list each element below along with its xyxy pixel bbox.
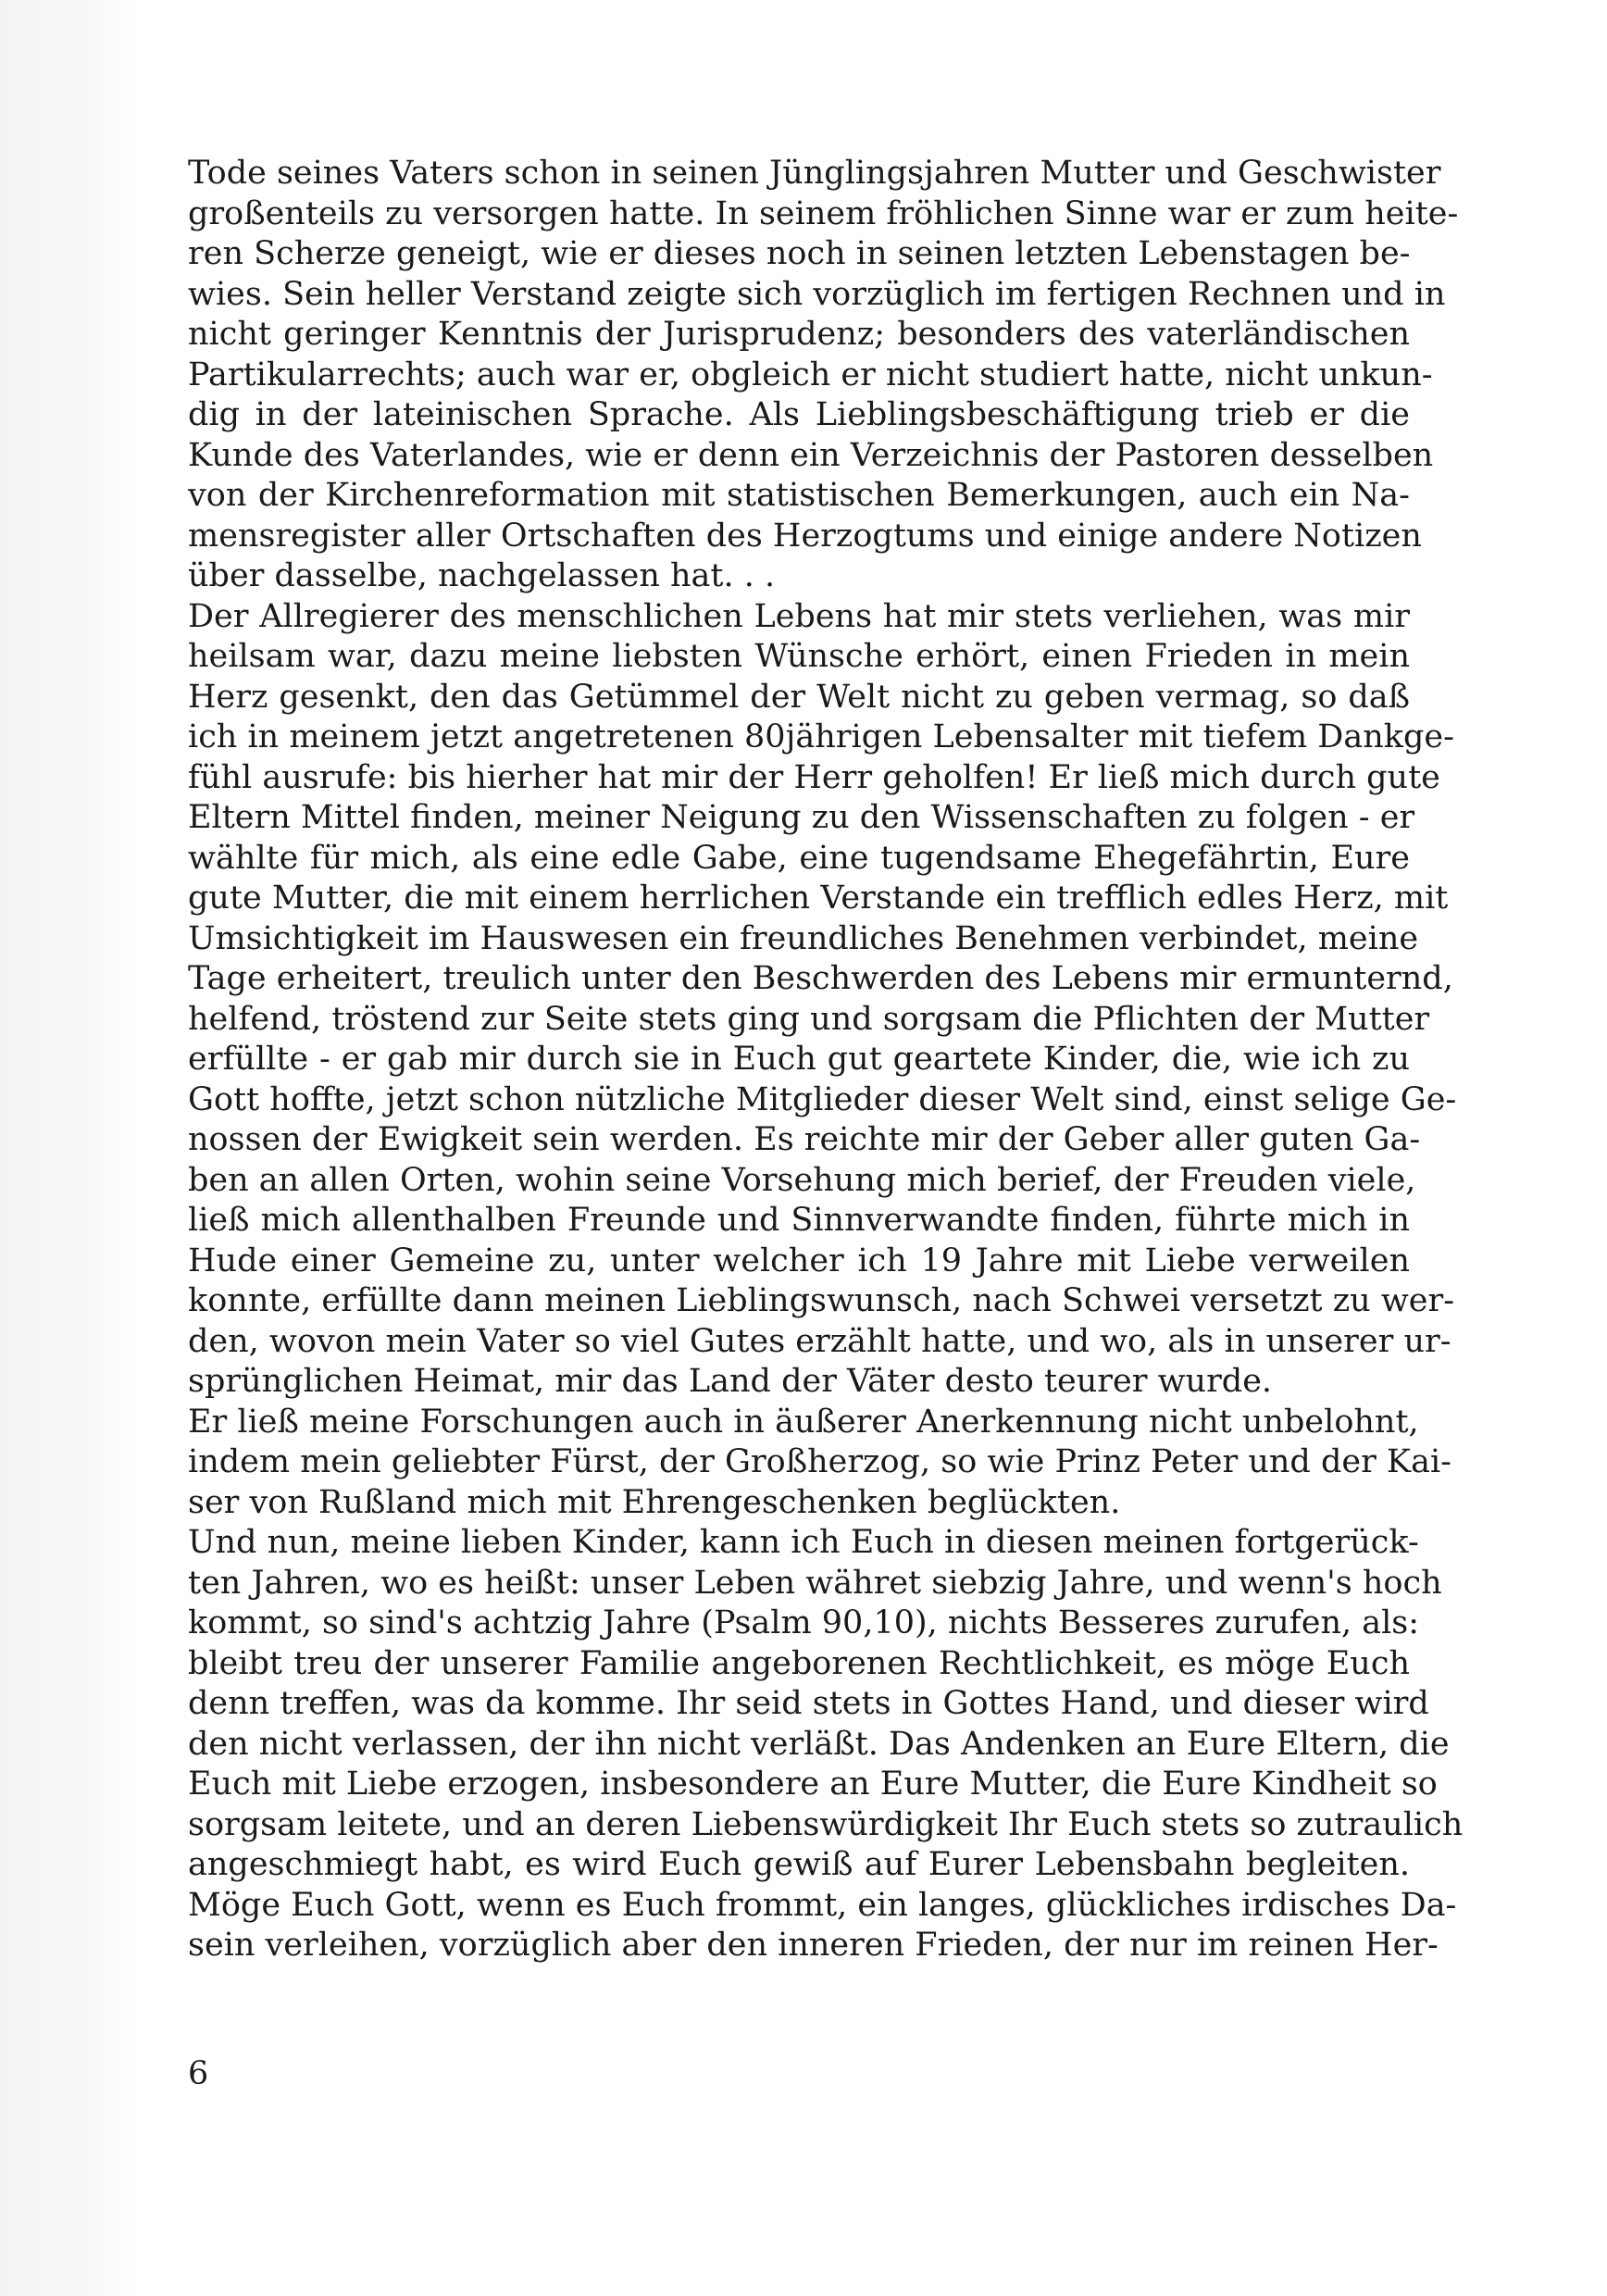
text-line: sprünglichen Heimat, mir das Land der Väter desto teurer wurde. xyxy=(188,1363,1273,1400)
text-line: kommt, so sind's achtzig Jahre (Psalm 90,10), nichts Besseres zurufen, als: xyxy=(188,1604,1420,1641)
text-line: ten Jahren, wo es heißt: unser Leben währet siebzig Jahre, und wenn's hoch xyxy=(188,1564,1442,1602)
text-line: Kunde des Vaterlandes, wie er denn ein Verzeichnis der Pastoren desselben xyxy=(188,436,1434,474)
body-text xyxy=(188,154,1464,1966)
text-line: Möge Euch Gott, wenn es Euch frommt, ein langes, glückliches irdisches Da- xyxy=(188,1886,1457,1924)
text-line: ließ mich allenthalben Freunde und Sinnverwandte finden, führte mich in xyxy=(188,1202,1410,1239)
text-line: Der Allregierer des menschlichen Lebens hat mir stets verliehen, was mir xyxy=(188,597,1410,635)
text-line: Er ließ meine Forschungen auch in äußerer Anerkennung nicht unbelohnt, xyxy=(188,1403,1419,1441)
text-line: Tage erheitert, treulich unter den Beschwerden des Lebens mir ermunternd, xyxy=(188,960,1453,997)
text-line: Gott hoffte, jetzt schon nützliche Mitglieder dieser Welt sind, einst selige Ge- xyxy=(188,1080,1457,1118)
text-line: ben an allen Orten, wohin seine Vorsehung mich berief, der Freuden viele, xyxy=(188,1161,1416,1199)
text-line: ren Scherze geneigt, wie er dieses noch in seinen letzten Lebenstagen be- xyxy=(188,235,1411,272)
text-line: sorgsam leitete, und an deren Liebenswürdigkeit Ihr Euch stets so zutraulich xyxy=(188,1805,1464,1843)
text-line: den, wovon mein Vater so viel Gutes erzählt hatte, und wo, als in unserer ur- xyxy=(188,1322,1451,1360)
text-line: nicht geringer Kenntnis der Jurisprudenz; besonders des vaterländischen xyxy=(188,316,1410,353)
text-line: konnte, erfüllte dann meinen Lieblingswunsch, nach Schwei versetzt zu wer- xyxy=(188,1282,1455,1319)
text-line: Euch mit Liebe erzogen, insbesondere an Eure Mutter, die Eure Kindheit so xyxy=(188,1766,1438,1803)
text-line: Eltern Mittel finden, meiner Neigung zu den Wissenschaften zu folgen - er xyxy=(188,799,1415,836)
text-line: ser von Rußland mich mit Ehrengeschenken beglückten. xyxy=(188,1483,1121,1521)
text-line: Tode seines Vaters schon in seinen Jünglingsjahren Mutter und Geschwister xyxy=(188,155,1441,192)
text-line: von der Kirchenreformation mit statistischen Bemerkungen, auch ein Na- xyxy=(188,477,1410,514)
text-line: gute Mutter, die mit einem herrlichen Verstande ein trefflich edles Herz, mit xyxy=(188,880,1449,917)
paragraph xyxy=(188,154,1459,597)
text-line: wählte für mich, als eine edle Gabe, eine tugendsame Ehegefährtin, Eure xyxy=(188,839,1410,877)
text-line: helfend, tröstend zur Seite stets ging und sorgsam die Pflichten der Mutter xyxy=(188,1000,1430,1038)
text-line: heilsam war, dazu meine liebsten Wünsche erhört, einen Frieden in mein xyxy=(188,638,1410,675)
paragraph xyxy=(188,1403,1451,1524)
text-line: wies. Sein heller Verstand zeigte sich vorzüglich im fertigen Rechnen und in xyxy=(188,275,1446,313)
page-number: 6 xyxy=(188,2055,209,2092)
text-line: Partikularrechts; auch war er, obgleich er nicht studiert hatte, nicht unkun- xyxy=(188,356,1433,393)
text-line: bleibt treu der unserer Familie angeborenen Rechtlichkeit, es möge Euch xyxy=(188,1644,1410,1682)
text-line: angeschmiegt habt, es wird Euch gewiß auf Eurer Lebensbahn begleiten. xyxy=(188,1846,1410,1883)
text-line: Hude einer Gemeine zu, unter welcher ich 19 Jahre mit Liebe verweilen xyxy=(188,1242,1410,1279)
text-line: über dasselbe, nachgelassen hat. . . xyxy=(188,557,776,594)
text-line: Und nun, meine lieben Kinder, kann ich Euch in diesen meinen fortgerück- xyxy=(188,1524,1419,1561)
text-line: indem mein geliebter Fürst, der Großherzog, so wie Prinz Peter und der Kai- xyxy=(188,1443,1451,1480)
text-line: mensregister aller Ortschaften des Herzogtums und einige andere Notizen xyxy=(188,517,1422,555)
text-line: Umsichtigkeit im Hauswesen ein freundliches Benehmen verbindet, meine xyxy=(188,919,1419,957)
paragraph xyxy=(188,1523,1464,1966)
text-line: denn treffen, was da komme. Ihr seid stets in Gottes Hand, und dieser wird xyxy=(188,1685,1429,1722)
text-line: ich in meinem jetzt angetretenen 80jährigen Lebensalter mit tiefem Dankge- xyxy=(188,718,1454,755)
text-line: erfüllte - er gab mir durch sie in Euch gut geartete Kinder, die, wie ich zu xyxy=(188,1041,1410,1078)
paragraph xyxy=(188,597,1457,1403)
text-line: großenteils zu versorgen hatte. In seinem fröhlichen Sinne war er zum heite- xyxy=(188,194,1459,232)
text-line: nossen der Ewigkeit sein werden. Es reichte mir der Geber aller guten Ga- xyxy=(188,1121,1421,1158)
text-line: dig in der lateinischen Sprache. Als Lieblingsbeschäftigung trieb er die xyxy=(188,396,1410,433)
text-line: den nicht verlassen, der ihn nicht verläßt. Das Andenken an Eure Eltern, die xyxy=(188,1725,1450,1763)
text-line: fühl ausrufe: bis hierher hat mir der Herr geholfen! Er ließ mich durch gute xyxy=(188,758,1440,796)
text-line: sein verleihen, vorzüglich aber den inneren Frieden, der nur im reinen Her- xyxy=(188,1927,1439,1964)
text-line: Herz gesenkt, den das Getümmel der Welt nicht zu geben vermag, so daß xyxy=(188,678,1410,716)
